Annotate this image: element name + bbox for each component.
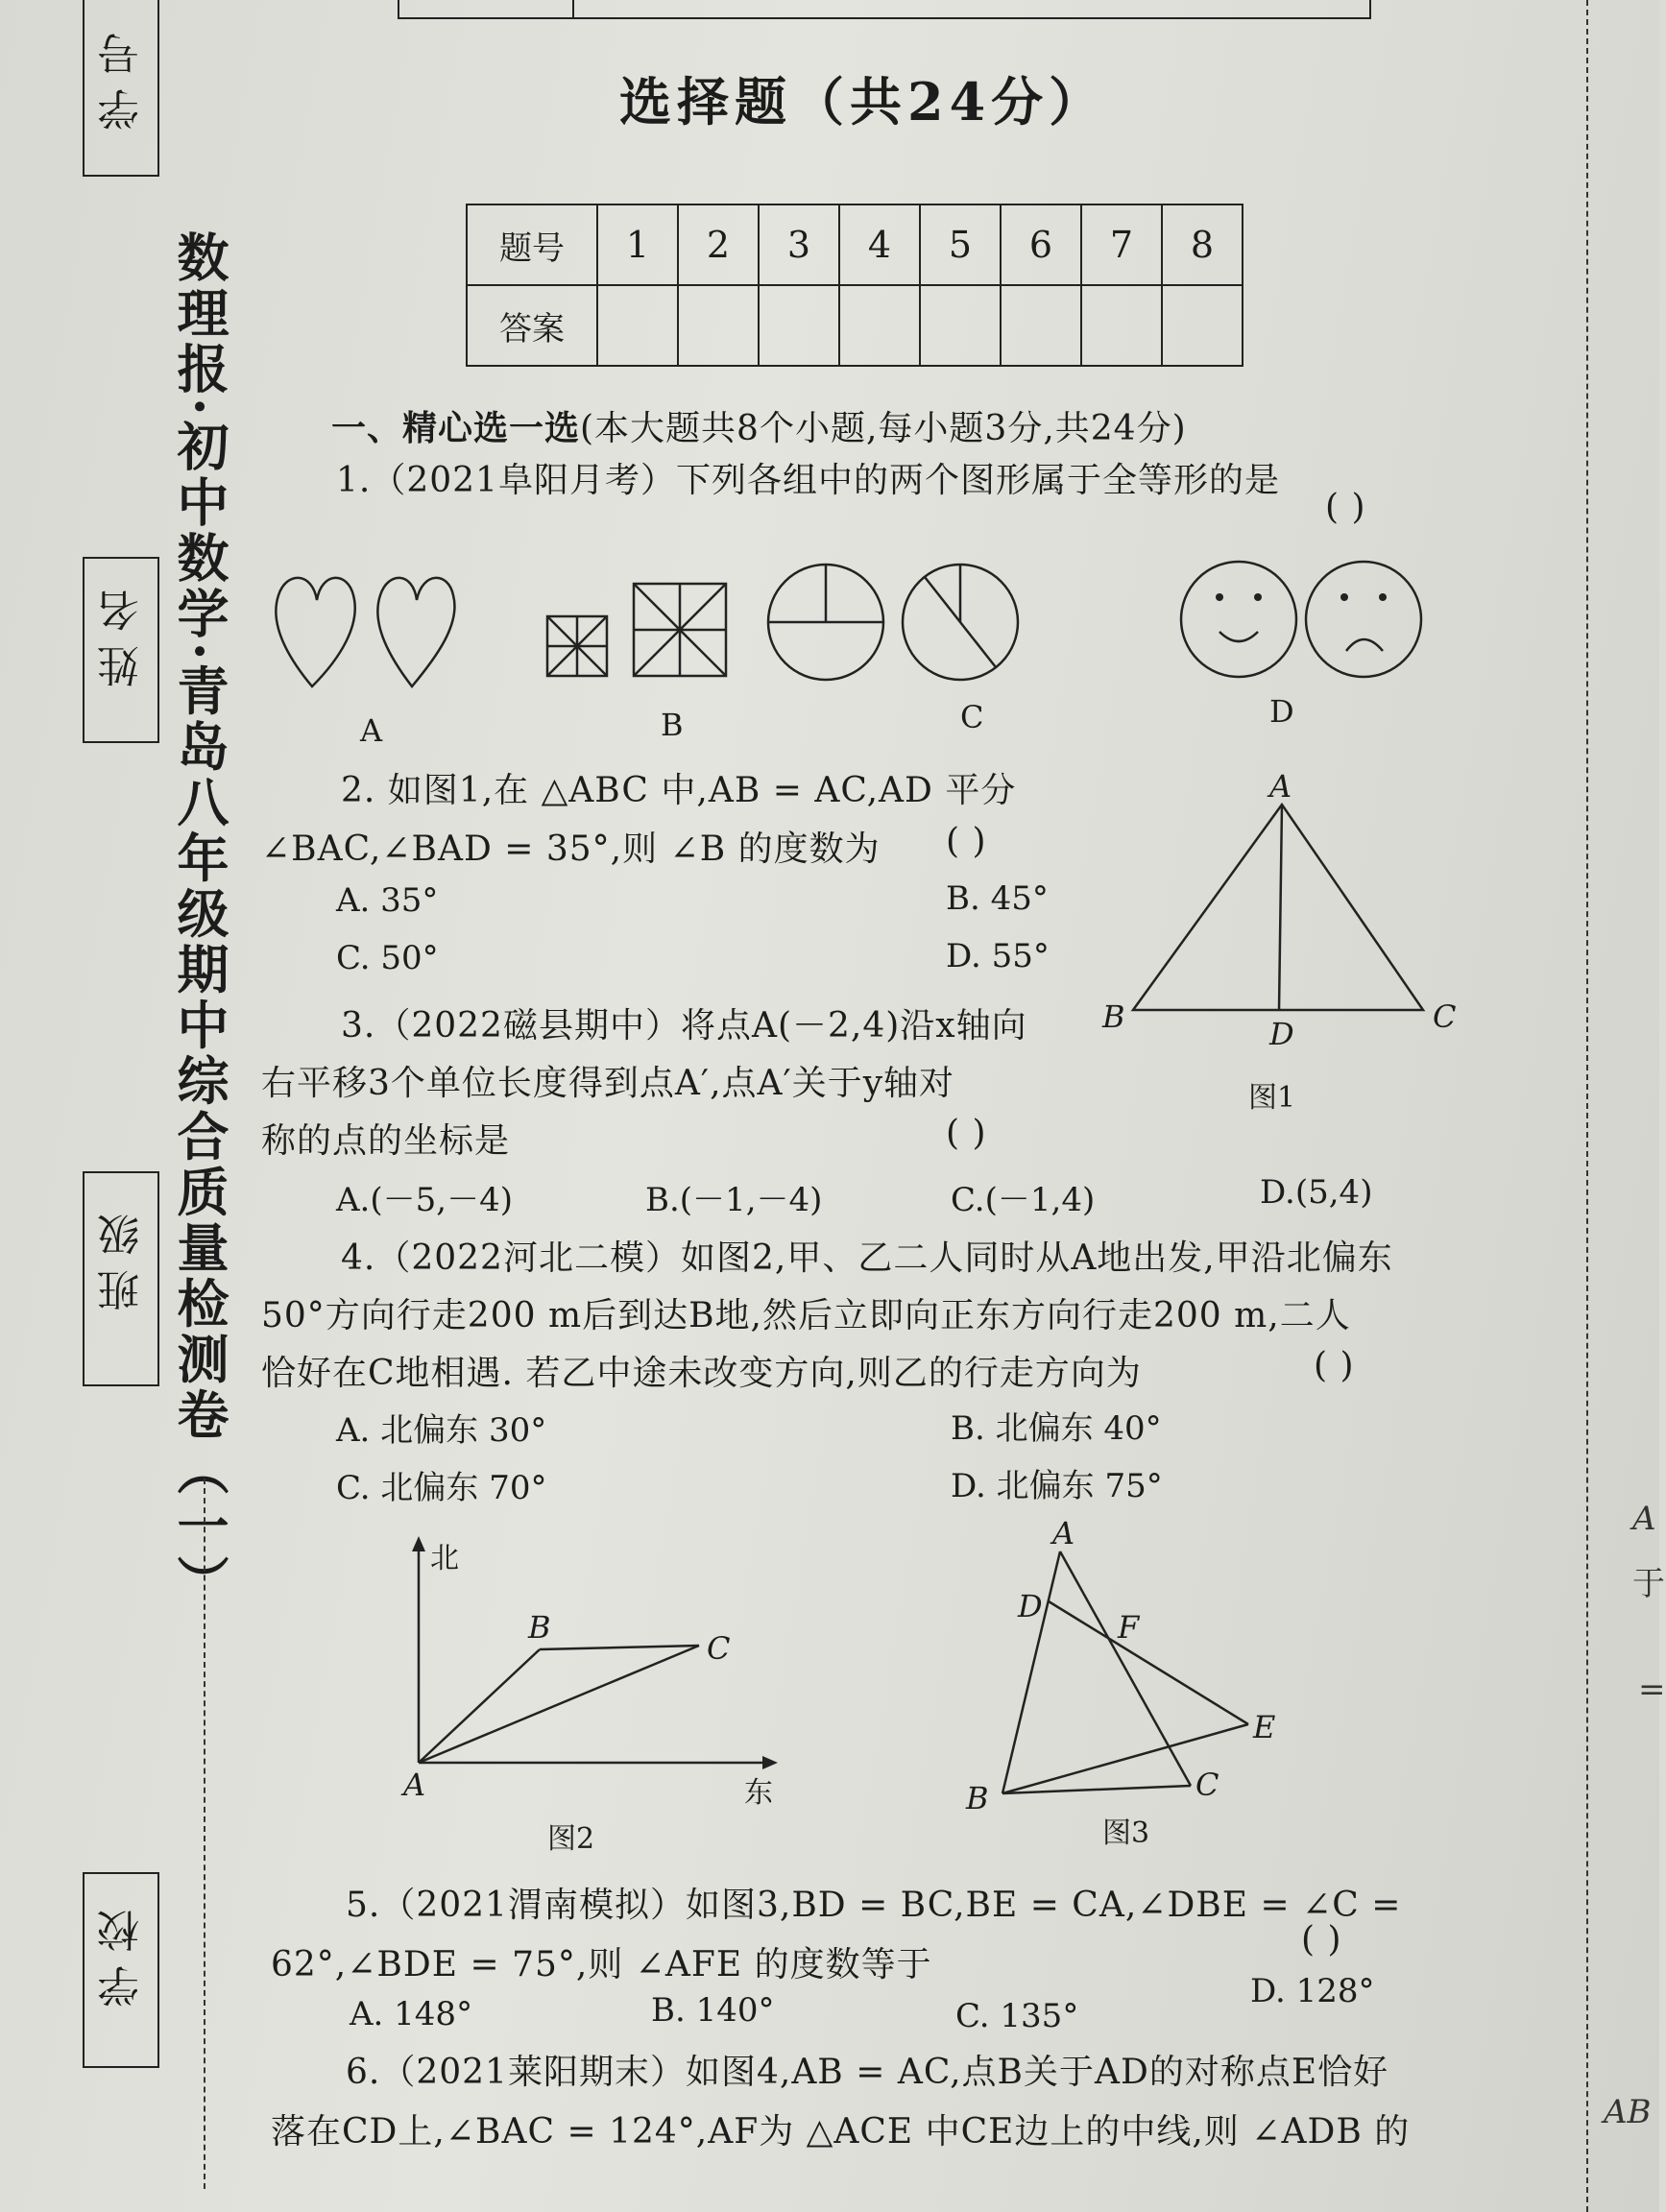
q1-label-c: C [960, 699, 984, 735]
fig1-point-b: B [1102, 998, 1125, 1035]
side-label-school: 学校 [98, 1896, 147, 2008]
q5-option-c: C. 135° [955, 1997, 1079, 2035]
answer-table [466, 204, 1243, 367]
answer-cell [597, 285, 678, 366]
fig3-point-e: E [1253, 1709, 1276, 1745]
q6-line1: 6.（2021莱阳期末）如图4,AB = AC,点B关于AD的对称点E恰好 [346, 2053, 1389, 2092]
answer-table-number: 4 [839, 204, 920, 285]
binding-dashed-line [204, 1479, 205, 2189]
q3-option-d: D.(5,4) [1260, 1173, 1373, 1212]
right-dashed-line [1586, 0, 1588, 2212]
answer-table-number-header: 题号 [467, 204, 597, 285]
fig3-caption: 图3 [1102, 1816, 1150, 1850]
q2-option-b: B. 45° [946, 879, 1049, 918]
q5-option-a: A. 148° [350, 1995, 473, 2033]
fig1-point-c: C [1433, 998, 1457, 1035]
part-heading: 一、精心选一选 [331, 408, 581, 448]
answer-cell [920, 285, 1001, 366]
answer-cell [839, 285, 920, 366]
q2-option-a: A. 35° [336, 881, 439, 920]
fig2-point-b: B [528, 1609, 551, 1646]
fig2-point-a: A [403, 1767, 426, 1803]
section-title: 选择题（共24分） [619, 71, 1107, 132]
q5-line1: 5.（2021渭南模拟）如图3,BD = BC,BE = CA,∠DBE = ∠C = [346, 1886, 1402, 1925]
answer-table-number: 6 [1001, 204, 1081, 285]
answer-cell [1081, 285, 1162, 366]
q4-line1: 4.（2022河北二模）如图2,甲、乙二人同时从A地出发,甲沿北偏东 [341, 1238, 1393, 1278]
edge-text-fragment: AB [1604, 2093, 1652, 2131]
q1-answer-paren: ( ) [1325, 488, 1366, 527]
q3-line1: 3.（2022磁县期中）将点A(－2,4)沿x轴向 [341, 1006, 1027, 1046]
figure-1-triangle [1123, 805, 1431, 1016]
fig2-point-c: C [707, 1630, 731, 1667]
fig1-point-d: D [1269, 1016, 1294, 1052]
q5-answer-paren: ( ) [1301, 1920, 1342, 1960]
answer-table-number: 3 [759, 204, 839, 285]
q1-label-b: B [661, 707, 684, 743]
q1-label-d: D [1269, 693, 1294, 730]
fig2-north-label: 北 [430, 1542, 459, 1575]
answer-table-number: 5 [920, 204, 1001, 285]
fig3-point-f: F [1118, 1609, 1140, 1646]
q4-option-d: D. 北偏东 75° [951, 1467, 1163, 1505]
answer-table-number: 8 [1162, 204, 1243, 285]
q4-option-b: B. 北偏东 40° [951, 1409, 1162, 1448]
side-label-student-number: 学号 [98, 19, 147, 131]
q1-figures [269, 566, 1440, 691]
edge-text-fragment: = [1638, 1671, 1666, 1709]
edge-text-fragment: A [1632, 1500, 1656, 1538]
q3-option-a: A.(－5,－4) [336, 1181, 513, 1219]
q4-line2: 50°方向行走200 m后到达B地,然后立即向正东方向行走200 m,二人 [261, 1296, 1351, 1335]
answer-table-number-row [467, 204, 1243, 285]
q2-line2: ∠BAC,∠BAD = 35°,则 ∠B 的度数为 [261, 830, 881, 869]
q5-line2: 62°,∠BDE = 75°,则 ∠AFE 的度数等于 [271, 1945, 932, 1984]
side-label-class: 班级 [98, 1200, 147, 1311]
q3-option-c: C.(－1,4) [951, 1181, 1096, 1219]
fig1-caption: 图1 [1248, 1081, 1296, 1115]
q3-line2: 右平移3个单位长度得到点A′,点A′关于y轴对 [261, 1064, 955, 1103]
paper-series-title: 数理报·初中数学·青岛八年级期中综合质量检测卷（一） [169, 230, 230, 1611]
fig3-point-b: B [966, 1780, 989, 1816]
q6-line2: 落在CD上,∠BAC = 124°,AF为 △ACE 中CE边上的中线,则 ∠ADB 的 [271, 2112, 1411, 2152]
part-note: (本大题共8个小题,每小题3分,共24分) [580, 409, 1187, 448]
fig3-point-d: D [1018, 1588, 1043, 1624]
q5-option-d: D. 128° [1250, 1972, 1375, 2010]
q2-answer-paren: ( ) [946, 822, 987, 861]
fig2-east-label: 东 [744, 1776, 773, 1810]
answer-table-number: 1 [597, 204, 678, 285]
q2-option-d: D. 55° [946, 937, 1050, 975]
top-score-table-fragment [398, 0, 1371, 19]
q3-answer-paren: ( ) [946, 1114, 987, 1153]
edge-text-fragment: 于 [1632, 1565, 1665, 1603]
answer-cell [759, 285, 839, 366]
q5-option-b: B. 140° [651, 1991, 775, 2030]
q4-option-a: A. 北偏东 30° [336, 1411, 547, 1450]
fig3-point-c: C [1195, 1767, 1219, 1803]
answer-table-answer-row [467, 285, 1243, 366]
answer-table-number: 2 [678, 204, 759, 285]
q1-label-a: A [360, 712, 383, 749]
q1-stem: 1.（2021阜阳月考）下列各组中的两个图形属于全等形的是 [336, 461, 1280, 500]
q4-option-c: C. 北偏东 70° [336, 1469, 547, 1507]
q3-line3: 称的点的坐标是 [261, 1121, 511, 1161]
q2-line1: 2. 如图1,在 △ABC 中,AB = AC,AD 平分 [341, 771, 1017, 810]
part-heading-line [331, 401, 1187, 450]
answer-cell [678, 285, 759, 366]
q4-answer-paren: ( ) [1314, 1346, 1355, 1385]
fig3-point-a: A [1052, 1515, 1075, 1551]
fig2-caption: 图2 [547, 1822, 595, 1856]
q2-option-c: C. 50° [336, 939, 439, 977]
answer-cell [1001, 285, 1081, 366]
answer-table-number: 7 [1081, 204, 1162, 285]
answer-table-answer-header: 答案 [467, 285, 597, 366]
answer-cell [1162, 285, 1243, 366]
q4-line3: 恰好在C地相遇. 若乙中途未改变方向,则乙的行走方向为 [261, 1354, 1142, 1393]
fig1-point-a: A [1269, 768, 1292, 805]
side-label-name: 姓名 [98, 576, 147, 687]
q3-option-b: B.(－1,－4) [645, 1181, 823, 1219]
